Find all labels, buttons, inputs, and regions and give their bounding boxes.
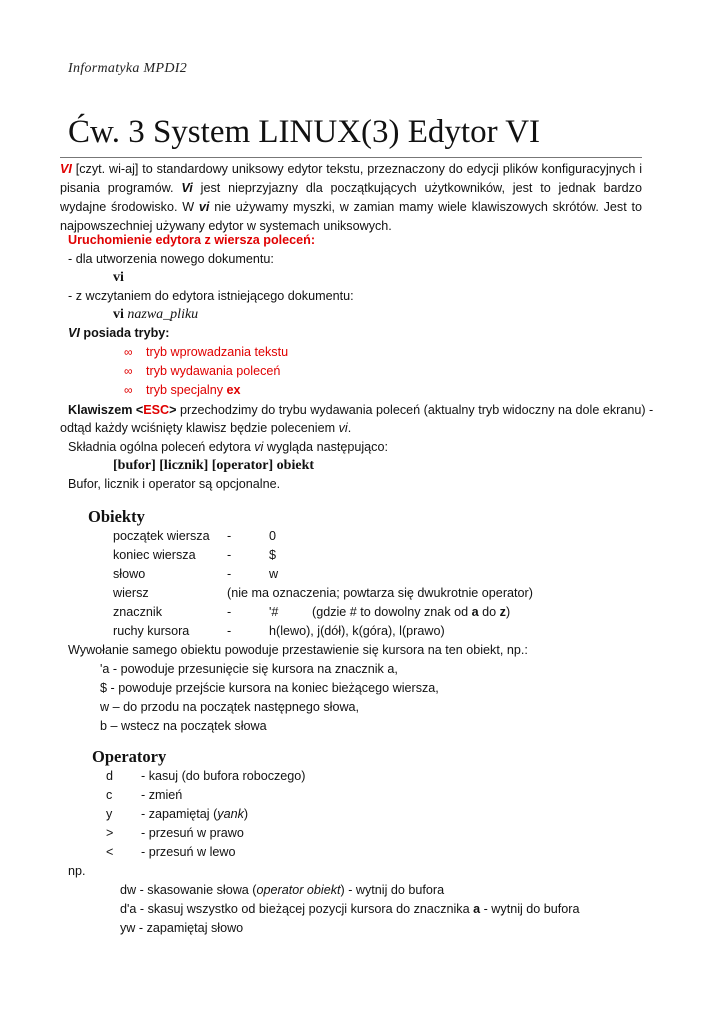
operator-key: < [106, 845, 114, 859]
infinity-bullet-icon: ∞ [124, 345, 133, 359]
object-example: w – do przodu na początek następnego słowa, [100, 700, 360, 714]
infinity-bullet-icon: ∞ [124, 364, 133, 378]
example-line: d'a - skasuj wszystko od bieżącej pozycji kursora do znacznika a - wytnij do bufora [120, 902, 580, 916]
object-symbol: h(lewo), j(dół), k(góra), l(prawo) [269, 624, 445, 638]
title-divider [60, 157, 642, 158]
object-symbol: 0 [269, 529, 277, 543]
object-dash: - [227, 624, 232, 638]
mode-item: ∞ tryb wprowadzania tekstu [124, 345, 289, 359]
object-example: 'a - powoduje przesunięcie się kursora na znacznik a, [100, 662, 398, 676]
existing-doc-line: - z wczytaniem do edytora istniejącego dokumentu: [68, 289, 354, 303]
example-line: dw - skasowanie słowa (operator obiekt) - wytnij do bufora [120, 883, 445, 897]
operator-key: > [106, 826, 114, 840]
object-name: znacznik [113, 605, 162, 619]
vi-term: VI [60, 162, 72, 176]
object-name: wiersz [113, 586, 149, 600]
object-dash: - [227, 605, 232, 619]
operator-key: d [106, 769, 114, 783]
syntax-note: Bufor, licznik i operator są opcjonalne. [68, 477, 281, 491]
object-symbol: w [269, 567, 279, 581]
operator-desc: - zmień [141, 788, 183, 802]
examples-label: np. [68, 864, 86, 878]
esc-line-2: odtąd każdy wciśnięty klawisz będzie poleceniem vi. [60, 421, 352, 435]
operator-key: c [106, 788, 113, 802]
object-name: słowo [113, 567, 146, 581]
infinity-bullet-icon: ∞ [124, 383, 133, 397]
example-line: yw - zapamiętaj słowo [120, 921, 244, 935]
mode-item: ∞ tryb wydawania poleceń [124, 364, 281, 378]
object-dash: - [227, 548, 232, 562]
object-name: koniec wiersza [113, 548, 196, 562]
object-symbol: (nie ma oznaczenia; powtarza się dwukrotnie operator) [227, 586, 533, 600]
course-header: Informatyka MPDI2 [68, 61, 188, 76]
operators-heading: Operatory [92, 747, 167, 766]
operator-desc: - zapamiętaj (yank) [141, 807, 249, 821]
page-title: Ćw. 3 System LINUX(3) Edytor VI [68, 114, 541, 150]
object-example: $ - powoduje przejście kursora na koniec bieżącego wiersza, [100, 681, 439, 695]
marker-note: (gdzie # to dowolny znak od a do z) [312, 605, 511, 619]
cmd-new: vi [113, 270, 124, 285]
mode-item: ∞ tryb specjalny ex [124, 383, 241, 397]
new-doc-line: - dla utworzenia nowego dokumentu: [68, 252, 274, 266]
object-dash: - [227, 529, 232, 543]
object-dash: - [227, 567, 232, 581]
object-name: początek wiersza [113, 529, 210, 543]
intro-paragraph: VI [czyt. wi-aj] to standardowy uniksowy edytor tekstu, przeznaczony do edycji plików konfiguracyjnych i pisania programów. Vi jest nieprzyjazny dla początkujących użytkowników, jest to jednak bardzo wydajne środowisko. W vi nie używamy myszki, w zamian mamy wiele klawiszowych skrótów. Jest to najpowszechniej używany edytor w systemach uniksowych. [60, 162, 642, 233]
modes-heading: VI posiada tryby: [68, 326, 170, 340]
objects-explain: Wywołanie samego obiektu powoduje przestawienie się kursora na ten obiekt, np.: [68, 643, 528, 657]
launch-heading: Uruchomienie edytora z wiersza poleceń: [68, 233, 316, 247]
operator-desc: - przesuń w lewo [141, 845, 236, 859]
cmd-existing: vi nazwa_pliku [113, 307, 199, 322]
object-example: b – wstecz na początek słowa [100, 719, 267, 733]
syntax-line: Składnia ogólna poleceń edytora vi wygląda następująco: [68, 440, 388, 454]
syntax-formula: [bufor] [licznik] [operator] obiekt [113, 458, 315, 473]
esc-key: ESC [143, 403, 170, 417]
operator-key: y [106, 807, 113, 821]
object-symbol: $ [269, 548, 277, 562]
operator-desc: - przesuń w prawo [141, 826, 244, 840]
object-symbol: '# [269, 605, 279, 619]
object-name: ruchy kursora [113, 624, 190, 638]
esc-line-1: Klawiszem <ESC> przechodzimy do trybu wydawania poleceń (aktualny tryb widoczny na dole ekranu) - [68, 403, 654, 417]
operator-desc: - kasuj (do bufora roboczego) [141, 769, 306, 783]
objects-heading: Obiekty [88, 507, 145, 526]
